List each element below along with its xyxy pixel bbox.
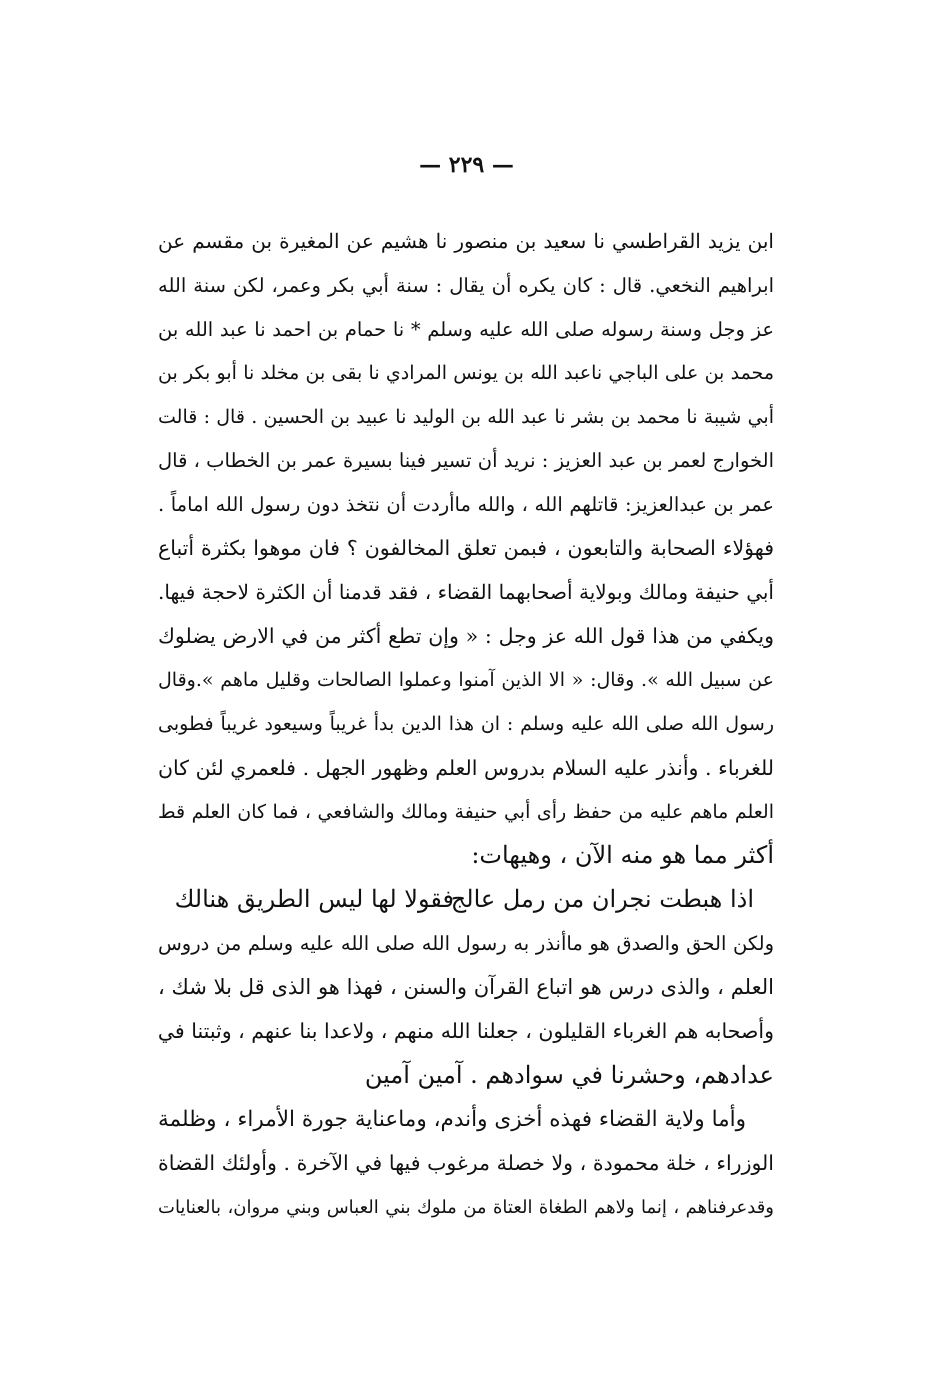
text-line: أكثر مما هو منه الآن ، وهيهات: xyxy=(471,841,774,870)
text-line: عمر بن عبدالعزيز: قاتلهم الله ، والله ماأردت أن نتخذ دون رسول الله اماماً . xyxy=(158,493,774,517)
text-line: ولكن الحق والصدق هو ماأنذر به رسول الله صلى الله عليه وسلم من دروس xyxy=(158,932,774,956)
text-line: الوزراء ، خلة محمودة ، ولا خصلة مرغوب فيها في الآخرة . وأولئك القضاة xyxy=(158,1150,774,1175)
text-line: عز وجل وسنة رسوله صلى الله عليه وسلم * نا حمام بن احمد نا عبد الله بن xyxy=(158,317,774,341)
text-line: محمد بن على الباجي ناعبد الله بن يونس المرادي نا بقى بن مخلد نا أبو بكر بن xyxy=(158,361,774,384)
text-line: الخوارج لعمر بن عبد العزيز : نريد أن تسير فينا بسيرة عمر بن الخطاب ، قال xyxy=(158,449,774,473)
text-line: عدادهم، وحشرنا في سوادهم . آمين آمين xyxy=(364,1060,774,1089)
verse-first-hemistich: اذا هبطت نجران من رمل عالج xyxy=(450,885,754,914)
text-line: للغرباء . وأنذر عليه السلام بدروس العلم وظهور الجهل . فلعمري لئن كان xyxy=(158,755,774,780)
paragraph-first-line: وأما ولاية القضاء فهذه أخزى وأندم، وماعناية جورة الأمراء ، وظلمة xyxy=(158,1106,746,1132)
text-line: العلم ماهم عليه من حفظ رأى أبي حنيفة ومالك والشافعي ، فما كان العلم قط xyxy=(158,800,774,823)
text-line: عن سبيل الله ». وقال: « الا الذين آمنوا وعملوا الصالحات وقليل ماهم ».وقال xyxy=(158,668,774,691)
page-number: — ٢٢٩ — xyxy=(419,152,514,178)
text-line: وقدعرفناهم ، إنما ولاهم الطغاة العتاة من ملوك بني العباس وبني مروان، بالعنايات xyxy=(158,1196,774,1218)
text-line: العلم ، والذى درس هو اتباع القرآن والسنن ، فهذا هو الذى قل بلا شك ، xyxy=(158,975,774,1000)
main-text xyxy=(158,220,774,1229)
verse-second-hemistich: فقولا لها ليس الطريق هنالك xyxy=(174,885,454,914)
text-line: ويكفي من هذا قول الله عز وجل : « وإن تطع أكثر من في الارض يضلوك xyxy=(158,624,774,649)
text-line: رسول الله صلى الله عليه وسلم : ان هذا الدين بدأ غريباً وسيعود غريباً فطوبى xyxy=(158,712,774,735)
poetry-verse xyxy=(158,878,774,922)
text-line: وأصحابه هم الغرباء القليلون ، جعلنا الله منهم ، ولاعدا بنا عنهم ، وثبتنا في xyxy=(158,1019,774,1044)
text-line: فهؤلاء الصحابة والتابعون ، فبمن تعلق المخالفون ؟ فان موهوا بكثرة أتباع xyxy=(158,536,774,561)
text-line: ابن يزيد القراطسي نا سعيد بن منصور نا هشيم عن المغيرة بن مقسم عن xyxy=(158,229,774,253)
text-line: أبي حنيفة ومالك وبولاية أصحابهما القضاء ، فقد قدمنا أن الكثرة لاحجة فيها. xyxy=(158,580,774,605)
text-line: ابراهيم النخعي. قال : كان يكره أن يقال : سنة أبي بكر وعمر، لكن سنة الله xyxy=(158,273,774,297)
text-line: أبي شيبة نا محمد بن بشر نا عبد الله بن الوليد نا عبيد بن الحسين . قال : قالت xyxy=(158,405,774,428)
